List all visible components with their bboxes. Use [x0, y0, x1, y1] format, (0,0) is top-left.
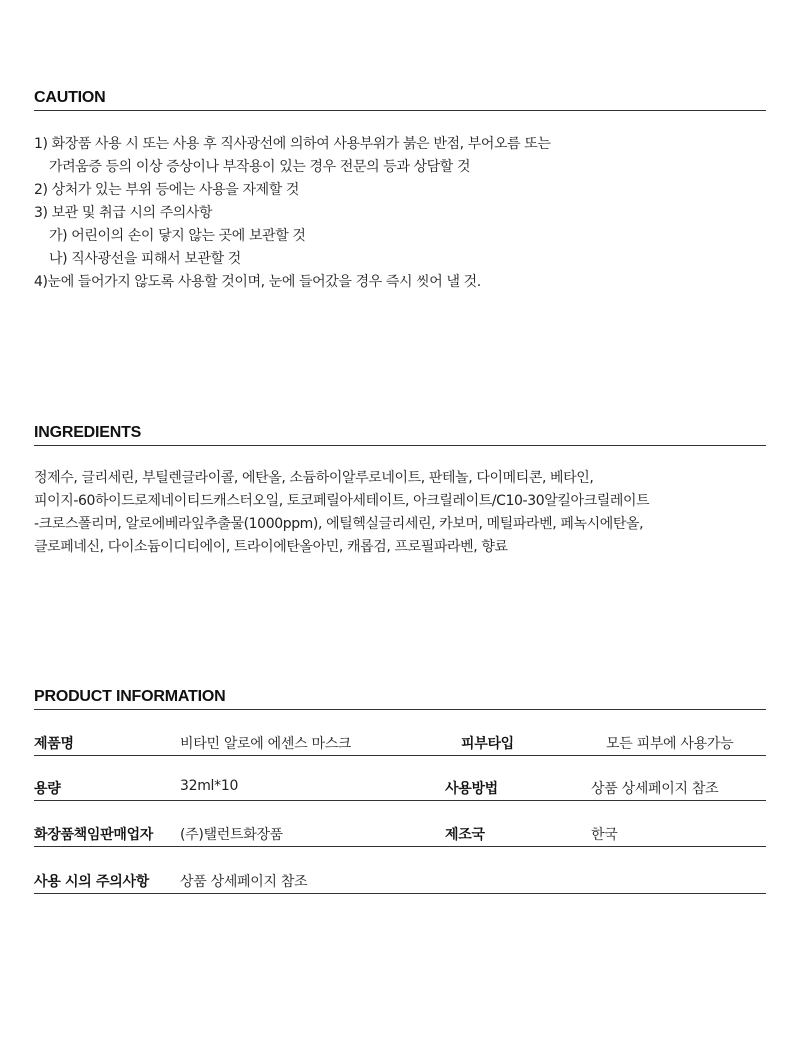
ingredients-line-2: 피이지-60하이드로제네이티드캐스터오일, 토코페릴아세테이트, 아크릴레이트/C10-30알킬아크릴레이트 [34, 493, 650, 509]
precautions-label: 사용 시의 주의사항 [34, 874, 149, 890]
seller-label: 화장품책임판매업자 [34, 827, 154, 843]
product-name-label: 제품명 [34, 736, 74, 752]
product-info-title: PRODUCT INFORMATION [34, 688, 766, 710]
precautions-value: 상품 상세페이지 참조 [180, 874, 308, 890]
caution-line-1: 1) 화장품 사용 시 또는 사용 후 직사광선에 의하여 사용부위가 붉은 반점, 부어오름 또는 [34, 136, 551, 152]
ingredients-line-4: 클로페네신, 다이소듐이디티에이, 트라이에탄올아민, 캐롭검, 프로필파라벤, 향료 [34, 539, 508, 555]
caution-line-4: 3) 보관 및 취급 시의 주의사항 [34, 205, 213, 221]
ingredients-title: INGREDIENTS [34, 424, 766, 446]
info-row-seller [34, 822, 766, 847]
caution-line-2: 가려움증 등의 이상 증상이나 부작용이 있는 경우 전문의 등과 상담할 것 [49, 159, 471, 175]
ingredients-line-1: 정제수, 글리세린, 부틸렌글라이콜, 에탄올, 소듐하이알루로네이트, 판테놀, 다이메티콘, 베타인, [34, 470, 594, 486]
origin-value: 한국 [591, 827, 618, 843]
caution-title: CAUTION [34, 89, 766, 111]
info-row-volume [34, 776, 766, 801]
product-name-value: 비타민 알로에 에센스 마스크 [180, 736, 352, 752]
usage-value: 상품 상세페이지 참조 [591, 781, 719, 797]
skin-type-label: 피부타입 [461, 736, 514, 752]
skin-type-value: 모든 피부에 사용가능 [606, 736, 734, 752]
caution-line-3: 2) 상처가 있는 부위 등에는 사용을 자제할 것 [34, 182, 300, 198]
volume-label: 용량 [34, 781, 61, 797]
ingredients-line-3: -크로스폴리머, 알로에베라잎추출물(1000ppm), 에틸헥실글리세린, 카보머, 메틸파라벤, 페녹시에탄올, [34, 516, 644, 532]
volume-value: 32ml*10 [180, 778, 239, 794]
origin-label: 제조국 [445, 827, 485, 843]
caution-line-7: 4)눈에 들어가지 않도록 사용할 것이며, 눈에 들어갔을 경우 즉시 씻어 낼 것. [34, 274, 481, 290]
seller-value: (주)탤런트화장품 [180, 827, 283, 843]
info-row-product-name [34, 731, 766, 756]
info-row-precautions [34, 869, 766, 894]
caution-line-5: 가) 어린이의 손이 닿지 않는 곳에 보관할 것 [49, 228, 306, 244]
caution-line-6: 나) 직사광선을 피해서 보관할 것 [49, 251, 241, 267]
usage-label: 사용방법 [445, 781, 498, 797]
ingredients-text [34, 467, 774, 559]
caution-text [34, 133, 774, 294]
